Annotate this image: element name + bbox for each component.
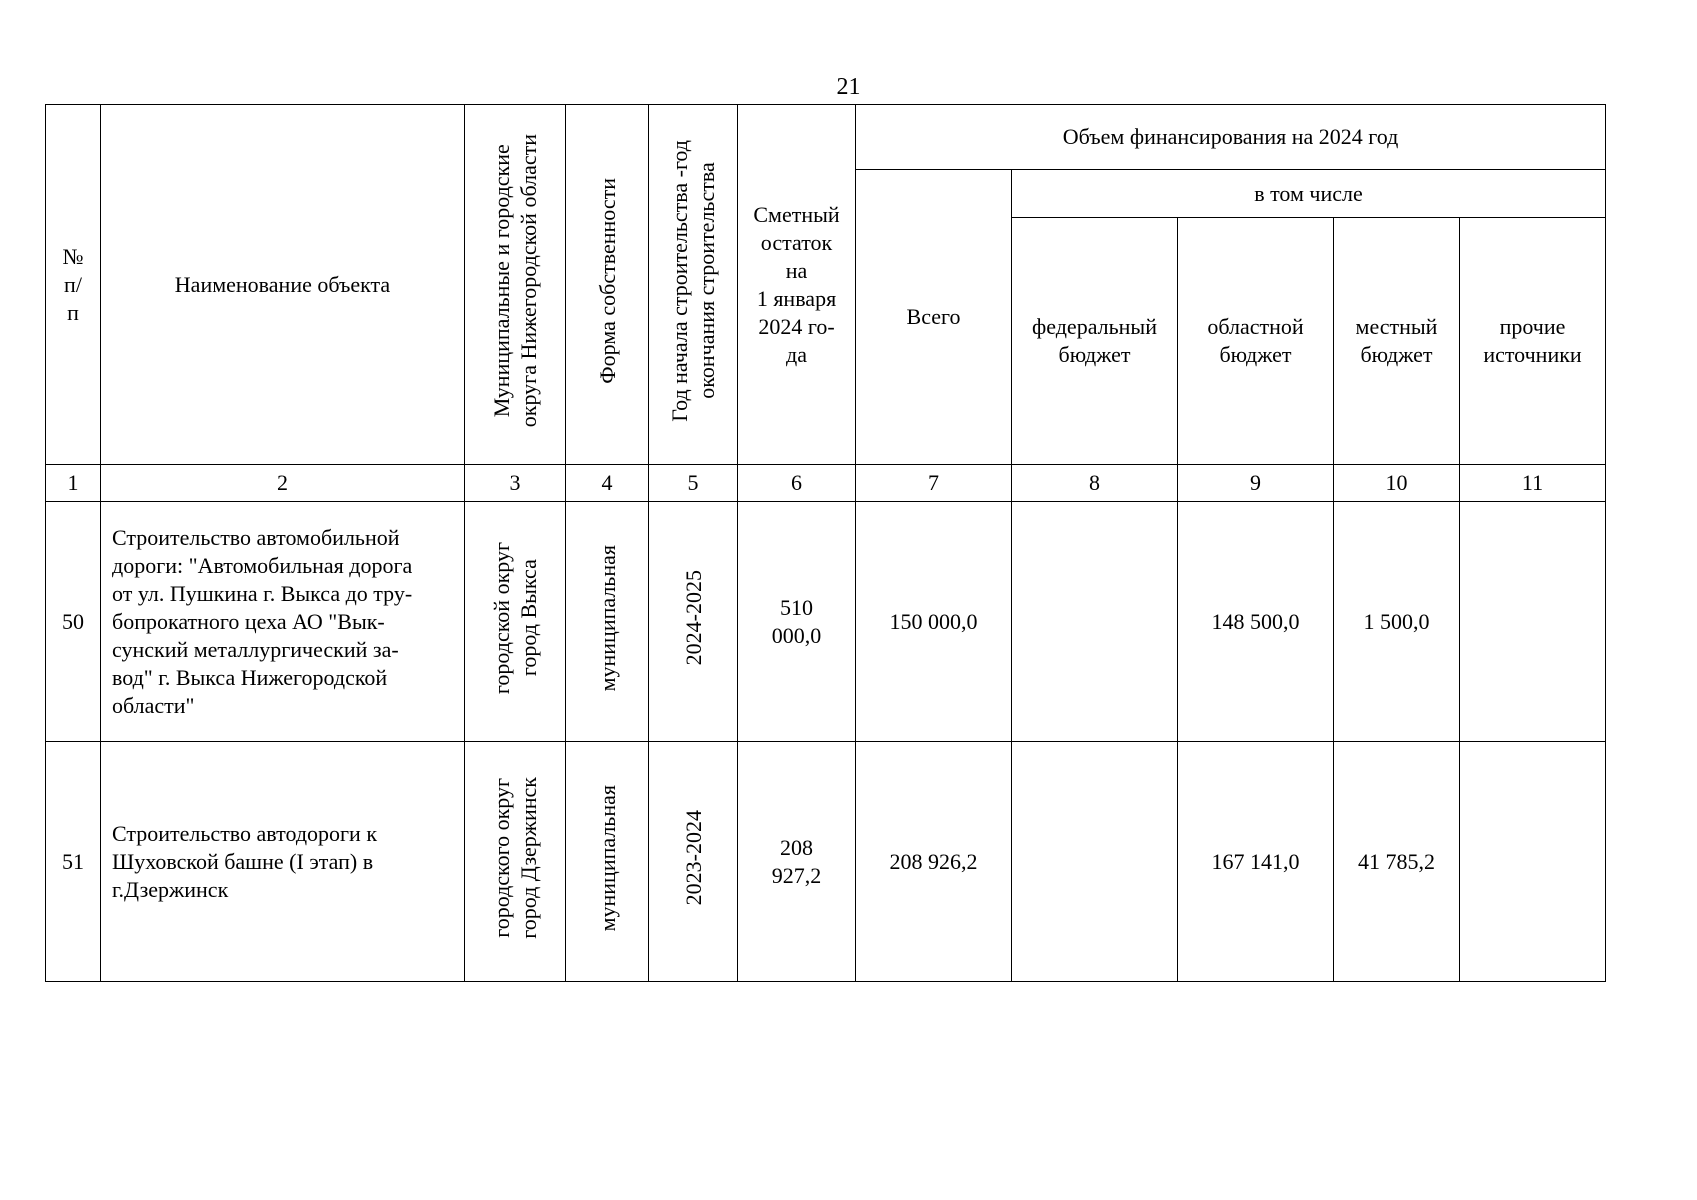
- object-name: Строительство автомобильной дороги: "Автомобильная дорога от ул. Пушкина г. Выкса до тру- бопрокатного цеха АО "Вык- сунский металлургический за- вод" г. Выкса Нижегородской области": [101, 502, 465, 742]
- column-numbers-row: [46, 465, 1606, 502]
- page-number: 21: [836, 74, 861, 100]
- estimated-balance: 208 927,2: [738, 742, 856, 982]
- header-municipality: Муниципальные и городские округа Нижегородской области: [465, 105, 566, 465]
- column-number: 3: [465, 465, 566, 502]
- header-federal-budget: федеральный бюджет: [1012, 218, 1178, 465]
- header-regional-budget: областной бюджет: [1178, 218, 1334, 465]
- ownership-form: муниципальная: [566, 502, 649, 742]
- construction-years: 2023-2024: [649, 742, 738, 982]
- ownership-form: муниципальная: [566, 742, 649, 982]
- object-name: Строительство автодороги к Шуховской башне (I этап) в г.Дзержинск: [101, 742, 465, 982]
- construction-years: 2024-2025: [649, 502, 738, 742]
- federal-budget-amount: [1012, 502, 1178, 742]
- total-amount: 150 000,0: [856, 502, 1012, 742]
- column-number: 7: [856, 465, 1012, 502]
- header-other-sources: прочие источники: [1460, 218, 1606, 465]
- header-financing-volume: Объем финансирования на 2024 год: [856, 105, 1606, 170]
- header-object-name: Наименование объекта: [101, 105, 465, 465]
- municipality: городского округ город Дзержинск: [465, 742, 566, 982]
- column-number: 2: [101, 465, 465, 502]
- row-number: 50: [46, 502, 101, 742]
- column-number: 4: [566, 465, 649, 502]
- estimated-balance: 510 000,0: [738, 502, 856, 742]
- local-budget-amount: 1 500,0: [1334, 502, 1460, 742]
- header-number: № п/ п: [46, 105, 101, 465]
- regional-budget-amount: 148 500,0: [1178, 502, 1334, 742]
- total-amount: 208 926,2: [856, 742, 1012, 982]
- header-total: Всего: [856, 170, 1012, 465]
- column-number: 1: [46, 465, 101, 502]
- column-number: 5: [649, 465, 738, 502]
- header-local-budget: местный бюджет: [1334, 218, 1460, 465]
- column-number: 10: [1334, 465, 1460, 502]
- header-construction-years: Год начала строительства -год окончания строительства: [649, 105, 738, 465]
- header-including: в том числе: [1012, 170, 1606, 218]
- column-number: 6: [738, 465, 856, 502]
- header-ownership: Форма собственности: [566, 105, 649, 465]
- municipality: городской округ город Выкса: [465, 502, 566, 742]
- row-number: 51: [46, 742, 101, 982]
- other-sources-amount: [1460, 502, 1606, 742]
- column-number: 11: [1460, 465, 1606, 502]
- other-sources-amount: [1460, 742, 1606, 982]
- local-budget-amount: 41 785,2: [1334, 742, 1460, 982]
- table-row: [46, 742, 1606, 982]
- column-number: 8: [1012, 465, 1178, 502]
- column-number: 9: [1178, 465, 1334, 502]
- header-estimated-balance: Сметный остаток на 1 января 2024 го- да: [738, 105, 856, 465]
- regional-budget-amount: 167 141,0: [1178, 742, 1334, 982]
- table-row: [46, 502, 1606, 742]
- federal-budget-amount: [1012, 742, 1178, 982]
- financing-table: [45, 104, 1606, 982]
